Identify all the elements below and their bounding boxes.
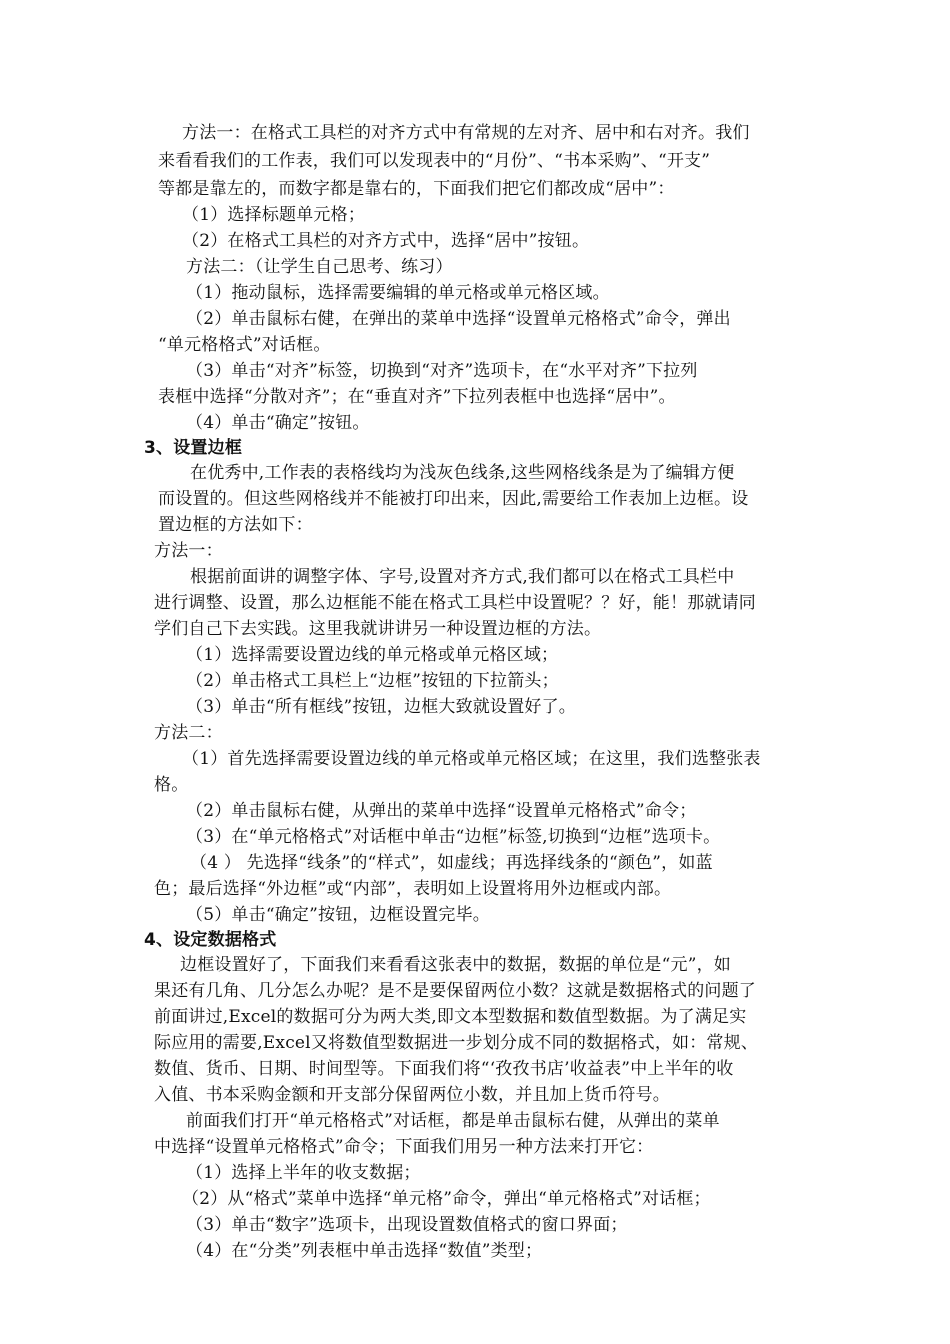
step-line: 色；最后选择“外边框”或“内部”，表明如上设置将用外边框或内部。 — [154, 879, 672, 899]
paragraph-line: 方法一：在格式工具栏的对齐方式中有常规的左对齐、居中和右对齐。我们 — [182, 123, 750, 143]
paragraph-line: 际应用的需要,Excel又将数值型数据进一步划分成不同的数据格式，如：常规、 — [154, 1033, 759, 1053]
step-line: （4 ） 先选择“线条”的“样式”，如虚线；再选择线条的“颜色”，如蓝 — [190, 853, 713, 873]
paragraph-line: 而设置的。但这些网格线并不能被打印出来，因此,需要给工作表加上边框。设 — [158, 489, 749, 509]
paragraph-line: 进行调整、设置，那么边框能不能在格式工具栏中设置呢？？好，能！那就请同 — [154, 593, 756, 613]
step-line: （2）从“格式”菜单中选择“单元格”命令，弹出“单元格格式”对话框； — [182, 1189, 711, 1209]
step-line: （2）单击鼠标右健，在弹出的菜单中选择“设置单元格格式”命令，弹出 — [186, 309, 731, 329]
step-line: （1）选择需要设置边线的单元格或单元格区域； — [186, 645, 559, 665]
step-line: “单元格格式”对话框。 — [158, 335, 331, 355]
step-line: （1）选择标题单元格； — [182, 205, 366, 225]
paragraph-line: 根据前面讲的调整字体、字号,设置对齐方式,我们都可以在格式工具栏中 — [190, 567, 735, 587]
step-line: （1）首先选择需要设置边线的单元格或单元格区域；在这里，我们选整张表 — [182, 749, 761, 769]
step-line: （2）在格式工具栏的对齐方式中，选择“居中”按钮。 — [182, 231, 590, 251]
step-line: 格。 — [154, 775, 189, 795]
method-title: 方法一： — [154, 541, 223, 561]
step-line: （3）单击“所有框线”按钮，边框大致就设置好了。 — [186, 697, 576, 717]
paragraph-line: 置边框的方法如下： — [158, 515, 313, 535]
paragraph-line: 来看看我们的工作表，我们可以发现表中的“月份”、“书本采购”、“开支” — [158, 151, 711, 171]
paragraph-line: 中选择“设置单元格格式”命令；下面我们用另一种方法来打开它： — [154, 1137, 654, 1157]
section-heading: 3、设置边框 — [144, 438, 243, 458]
paragraph-line: 入值、书本采购金额和开支部分保留两位小数，并且加上货币符号。 — [154, 1085, 670, 1105]
step-line: （3）单击“数字”选项卡，出现设置数值格式的窗口界面； — [186, 1215, 628, 1235]
step-line: （2）单击格式工具栏上“边框”按钮的下拉箭头； — [186, 671, 559, 691]
step-line: （5）单击“确定”按钮，边框设置完毕。 — [186, 905, 490, 925]
step-line: （4）在“分类”列表框中单击选择“数值”类型； — [186, 1241, 543, 1261]
paragraph-line: 在优秀中,工作表的表格线均为浅灰色线条,这些网格线条是为了编辑方便 — [190, 463, 735, 483]
step-line: （4）单击“确定”按钮。 — [186, 413, 370, 433]
paragraph-line: 前面我们打开“单元格格式”对话框，都是单击鼠标右健，从弹出的菜单 — [186, 1111, 720, 1131]
step-line: （3）在“单元格格式”对话框中单击“边框”标签,切换到“边框”选项卡。 — [186, 827, 721, 847]
method-title: 方法二： — [154, 723, 223, 743]
step-line: （3）单击“对齐”标签，切换到“对齐”选项卡，在“水平对齐”下拉列 — [186, 361, 698, 381]
step-line: 表框中选择“分散对齐”；在“垂直对齐”下拉列表框中也选择“居中”。 — [158, 387, 676, 407]
section-heading: 4、设定数据格式 — [144, 930, 277, 950]
paragraph-line: 数值、货币、日期、时间型等。下面我们将“‘孜孜书店’收益表”中上半年的收 — [154, 1059, 734, 1079]
paragraph-line: 学们自己下去实践。这里我就讲讲另一种设置边框的方法。 — [154, 619, 602, 639]
step-line: （1）选择上半年的收支数据； — [186, 1163, 421, 1183]
method-title: 方法二：（让学生自己思考、练习） — [186, 257, 453, 277]
step-line: （2）单击鼠标右健，从弹出的菜单中选择“设置单元格格式”命令； — [186, 801, 697, 821]
paragraph-line: 等都是靠左的，而数字都是靠右的，下面我们把它们都改成“居中”： — [158, 179, 675, 199]
paragraph-line: 果还有几角、几分怎么办呢？是不是要保留两位小数？这就是数据格式的问题了 — [154, 981, 756, 1001]
step-line: （1）拖动鼠标，选择需要编辑的单元格或单元格区域。 — [186, 283, 610, 303]
paragraph-line: 前面讲过,Excel的数据可分为两大类,即文本型数据和数值型数据。为了满足实 — [154, 1007, 747, 1027]
paragraph-line: 边框设置好了，下面我们来看看这张表中的数据，数据的单位是“元”，如 — [180, 955, 731, 975]
